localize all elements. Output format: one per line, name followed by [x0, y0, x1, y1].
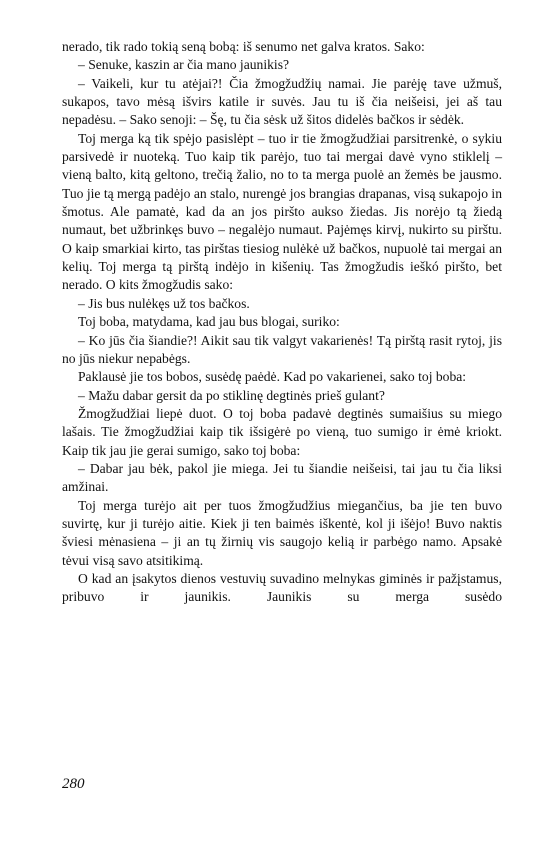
paragraph-4: Toj merga ką tik spėjo pasislėpt – tuo ir tie žmogžudžiai parsitrenkė, o sykiu parsivedė ir nuoteką. Tuo kaip tik parėjo, tuo tai mergai davė vyno stiklelį – vieną balto, kitą geltono, trečią žalio, no to ta merga puolė an žemės be jausmo. Tuo jie tą mergą padėjo an stalo, nurengė jos brangias drapanas, visą sukapojo in šmotus. Ale pamatė, kad da an jos piršto aukso žiedas. Jis norėjo tą žiedą numaut, bet užbrinkęs buvo – negalėjo numaut. Pajėmęs kirvį, nukirto su pirštu. O kaip smarkiai kirto, tas pirštas tiesiog nulėkė už bačkos, nupuolė tai mergai an kelių. Toj merga tą pirštą indėjo in kišenių. Tas žmogžudis ieškó piršto, bet nerado. O kits žmogžudis sako: — [62, 130, 502, 293]
paragraph-7: – Ko jūs čia šiandie?! Aikit sau tik valgyt vakarienės! Tą pirštą rasit rytoj, jis no jūs niekur nepabėgs. — [62, 332, 502, 366]
paragraph-1: nerado, tik rado tokią seną bobą: iš senumo net galva kratos. Sako: — [62, 39, 425, 54]
paragraph-9: – Mažu dabar gersit da po stiklinę degtinės prieš gulant? — [78, 387, 385, 403]
paragraph-11: – Dabar jau bėk, pakol jie miega. Jei tu šiandie neišeisi, tai jau tu čia liksi amžinai. — [62, 460, 502, 495]
paragraph-10: Žmogžudžiai liepė duot. O toj boba padavė degtinės sumaišius su miego lašais. Tie žmogžudžiai kaip tik išsigėrė po vieną, tuo sumigo ir ėmė kriokt. Kaip tik jau jie gerai sumigo, sako toj boba: — [62, 405, 502, 458]
paragraph-8: Paklausė jie tos bobos, susėdę paėdė. Kad po vakarienei, sako toj boba: — [78, 369, 467, 385]
paragraph-2: – Senuke, kaszin ar čia mano jaunikis? — [78, 57, 290, 73]
paragraph-13: O kad an įsakytos dienos vestuvių suvadino melnykas giminės ir pažįstamus, pribuvo ir jaunikis. Jaunikis su merga susėdo — [62, 570, 502, 605]
page-number: 280 — [62, 776, 85, 792]
paragraph-6: Toj boba, matydama, kad jau bus blogai, suriko: — [78, 314, 340, 330]
body-text — [62, 38, 502, 607]
paragraph-12: Toj merga turėjo ait per tuos žmogžudžius miegančius, ba jie ten buvo suvirtę, kur ji turėjo aitie. Kiek ji ten baimės iškentė, kol ji išėjo! Buvo naktis šviesi mėnasiena – ji an tų žirnių vis saugojo kelią ir parbėgo namo. Apsakė tėvui visą savo atsitikimą. — [62, 497, 502, 568]
paragraph-5: – Jis bus nulėkęs už tos bačkos. — [78, 295, 250, 311]
paragraph-3: – Vaikeli, kur tu atėjai?! Čia žmogžudžių namai. Jie parėję tave užmuš, sukapos, tavo mėsą išvirs katile ir suvės. Jau tu iš čia neišeisi, jei aš tau nepadėsu. – Sako senoji: – Šę, tu čia sėsk už šitos didelės bačkos ir sėdėk. — [62, 75, 502, 128]
